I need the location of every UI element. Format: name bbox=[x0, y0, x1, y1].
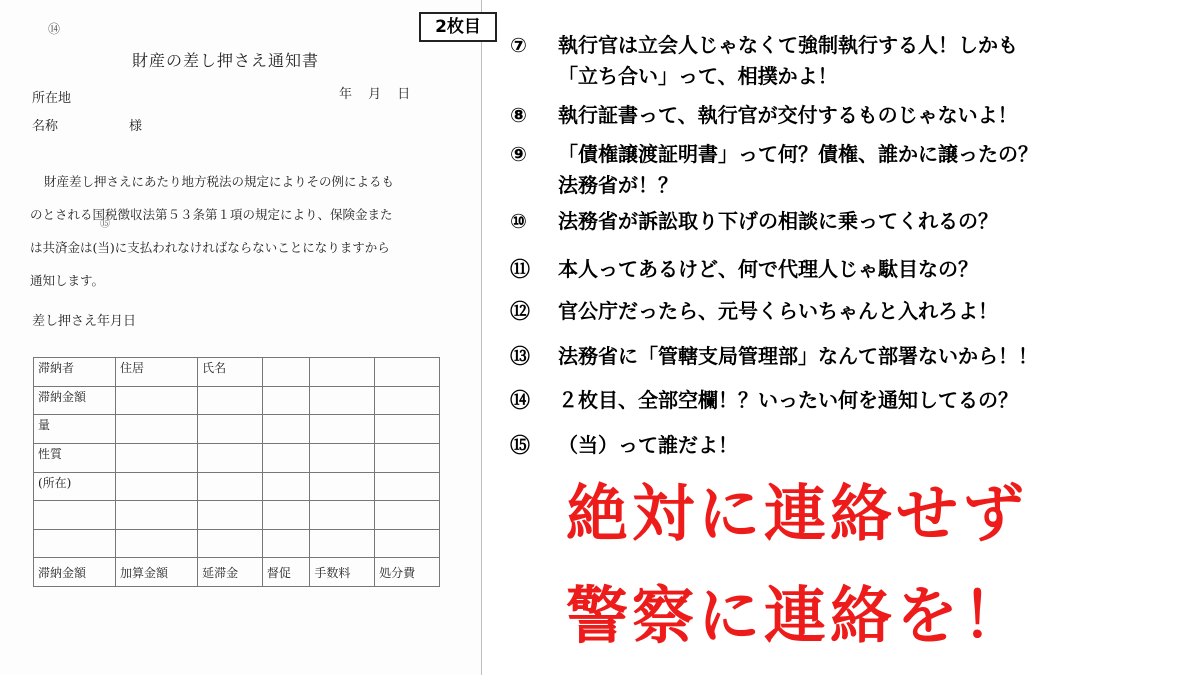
table-cell: (所在) bbox=[34, 472, 116, 501]
table-cell bbox=[116, 386, 198, 415]
table-cell bbox=[198, 415, 263, 444]
document-body bbox=[30, 165, 450, 297]
note-number: ⑩ bbox=[510, 209, 527, 233]
note-line: （当）って誰だよ！ bbox=[558, 433, 738, 457]
note-line: 官公庁だったら、元号くらいちゃんと入れろよ！ bbox=[558, 299, 998, 323]
table-row bbox=[34, 472, 440, 501]
note-number: ⑬ bbox=[510, 344, 530, 368]
date-label: 年 月 日 bbox=[339, 87, 411, 102]
table-cell bbox=[198, 443, 263, 472]
note-line: 法務省が！？ bbox=[558, 173, 678, 197]
document-title: 財産の差し押さえ通知書 bbox=[132, 51, 320, 70]
table-cell bbox=[375, 443, 440, 472]
table-row bbox=[34, 529, 440, 558]
note-line: 「債権譲渡証明書」って何？債権、誰かに譲ったの？ bbox=[558, 142, 1038, 166]
note-number: ⑨ bbox=[510, 142, 527, 166]
table-row bbox=[34, 558, 440, 587]
table-cell bbox=[310, 415, 375, 444]
table-cell bbox=[375, 501, 440, 530]
table-cell bbox=[262, 358, 310, 387]
note-line: 本人ってあるけど、何で代理人じゃ駄目なの？ bbox=[558, 257, 978, 281]
table-cell: 処分費 bbox=[375, 558, 440, 587]
table-cell bbox=[198, 501, 263, 530]
note-number: ⑪ bbox=[510, 257, 530, 281]
table-cell bbox=[34, 501, 116, 530]
location-label: 所在地 bbox=[32, 91, 72, 106]
body-line: 通知します。 bbox=[30, 273, 105, 288]
page-tag: 2枚目 bbox=[419, 12, 497, 42]
table-cell: 手数料 bbox=[310, 558, 375, 587]
table-cell: 延滞金 bbox=[198, 558, 263, 587]
warning-line-1: 絶対に連絡せず bbox=[566, 477, 1029, 550]
table-cell bbox=[34, 529, 116, 558]
body-line: は共済金は(当)に支払われなければならないことになりますから bbox=[30, 240, 390, 255]
note-line: 「立ち合い」って、相撲かよ！ bbox=[558, 64, 838, 88]
table-cell bbox=[310, 358, 375, 387]
table-cell bbox=[375, 529, 440, 558]
table-cell bbox=[198, 529, 263, 558]
table-cell bbox=[116, 443, 198, 472]
table-cell bbox=[116, 472, 198, 501]
table-cell: 氏名 bbox=[198, 358, 263, 387]
table-cell bbox=[310, 501, 375, 530]
note-line: 執行官は立会人じゃなくて強制執行する人！しかも bbox=[558, 33, 1018, 57]
table-cell bbox=[310, 443, 375, 472]
table-cell: 滞納金額 bbox=[34, 558, 116, 587]
table-row bbox=[34, 386, 440, 415]
warning-line-2: 警察に連絡を！ bbox=[566, 579, 1029, 652]
note-line: 法務省に「管轄支局管理部」なんて部署ないから！！ bbox=[558, 344, 1038, 368]
body-line: のとされる国税徴収法第５３条第１項の規定により、保険金また bbox=[30, 207, 393, 222]
table-cell bbox=[375, 472, 440, 501]
table-cell bbox=[116, 415, 198, 444]
note-line: ２枚目、全部空欄！？いったい何を通知してるの？ bbox=[558, 388, 1018, 412]
table-cell bbox=[375, 415, 440, 444]
table-cell bbox=[262, 472, 310, 501]
seizure-date-label: 差し押さえ年月日 bbox=[32, 314, 137, 329]
table-cell bbox=[262, 529, 310, 558]
table-cell: 滞納金額 bbox=[34, 386, 116, 415]
note-number: ⑦ bbox=[510, 33, 527, 57]
table-cell bbox=[310, 472, 375, 501]
table-cell: 性質 bbox=[34, 443, 116, 472]
table-cell bbox=[198, 472, 263, 501]
table-cell bbox=[262, 443, 310, 472]
table-cell: 督促 bbox=[262, 558, 310, 587]
name-label: 名称 bbox=[32, 119, 59, 134]
table-cell: 滞納者 bbox=[34, 358, 116, 387]
note-number: ⑫ bbox=[510, 299, 530, 323]
marker-14: ⑭ bbox=[48, 22, 61, 36]
table-cell: 加算金額 bbox=[116, 558, 198, 587]
table-cell: 住居 bbox=[116, 358, 198, 387]
body-line: 財産差し押さえにあたり地方税法の規定によりその例によるも bbox=[44, 174, 395, 189]
table-cell bbox=[198, 386, 263, 415]
table-cell bbox=[116, 501, 198, 530]
delinquency-table bbox=[33, 357, 440, 587]
table-cell bbox=[262, 501, 310, 530]
table-row bbox=[34, 415, 440, 444]
note-number: ⑮ bbox=[510, 433, 530, 457]
table-cell bbox=[310, 386, 375, 415]
sama-label: 様 bbox=[129, 119, 143, 134]
table-row bbox=[34, 443, 440, 472]
table-cell bbox=[375, 358, 440, 387]
note-line: 法務省が訴訟取り下げの相談に乗ってくれるの？ bbox=[558, 209, 998, 233]
table-cell bbox=[310, 529, 375, 558]
marker-15: ⑮ bbox=[100, 219, 110, 230]
note-number: ⑭ bbox=[510, 388, 530, 412]
table-cell bbox=[116, 529, 198, 558]
note-line: 執行証書って、執行官が交付するものじゃないよ！ bbox=[558, 103, 1018, 127]
table-row bbox=[34, 358, 440, 387]
table-cell: 量 bbox=[34, 415, 116, 444]
table-row bbox=[34, 501, 440, 530]
table-cell bbox=[262, 415, 310, 444]
table-cell bbox=[375, 386, 440, 415]
table-cell bbox=[262, 386, 310, 415]
notice-document bbox=[0, 0, 482, 675]
note-number: ⑧ bbox=[510, 103, 527, 127]
